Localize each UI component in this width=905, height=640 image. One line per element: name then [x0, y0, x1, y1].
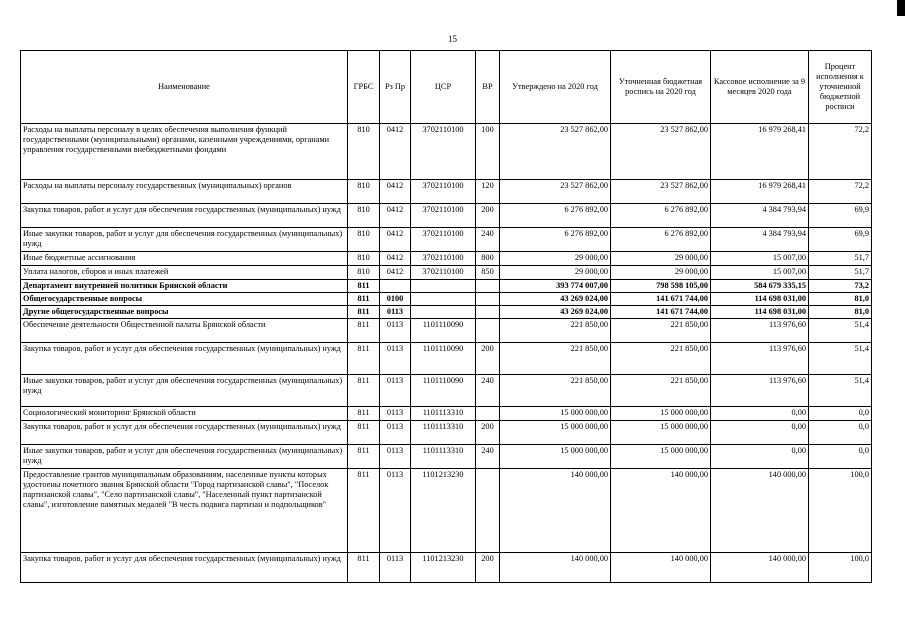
row-vr: 100: [476, 124, 500, 180]
row-grbs: 810: [348, 266, 380, 280]
table-row: [21, 204, 872, 228]
row-name: Иные бюджетные ассигнования: [21, 252, 348, 266]
row-refined: 29 000,00: [611, 266, 711, 280]
row-name: Другие общегосударственные вопросы: [21, 306, 348, 319]
row-approved: 393 774 007,00: [500, 280, 611, 293]
row-name: Расходы на выплаты персоналу государственных (муниципальных) органов: [21, 180, 348, 204]
row-percent: 51,4: [809, 319, 872, 343]
row-percent: 0,0: [809, 445, 872, 469]
table-body: [21, 124, 872, 583]
row-refined: 221 850,00: [611, 319, 711, 343]
table-header-row: [21, 51, 872, 124]
row-rzpr: 0412: [380, 180, 411, 204]
row-refined: 141 671 744,00: [611, 306, 711, 319]
row-vr: 120: [476, 180, 500, 204]
table-row: [21, 280, 872, 293]
row-executed: 113 976,60: [711, 319, 809, 343]
row-vr: 240: [476, 375, 500, 407]
row-rzpr: 0113: [380, 319, 411, 343]
row-rzpr: 0412: [380, 252, 411, 266]
table-row: [21, 469, 872, 553]
row-name: Иные закупки товаров, работ и услуг для обеспечения государственных (муниципальных) нужд: [21, 228, 348, 252]
row-refined: 140 000,00: [611, 553, 711, 583]
row-percent: 81,0: [809, 306, 872, 319]
table-row: [21, 306, 872, 319]
row-approved: 43 269 024,00: [500, 306, 611, 319]
row-percent: 81,0: [809, 293, 872, 306]
row-executed: 0,00: [711, 421, 809, 445]
row-refined: 141 671 744,00: [611, 293, 711, 306]
table-row: [21, 180, 872, 204]
row-rzpr: 0412: [380, 228, 411, 252]
row-refined: 6 276 892,00: [611, 228, 711, 252]
row-grbs: 811: [348, 421, 380, 445]
row-csr: [411, 280, 476, 293]
row-vr: [476, 469, 500, 553]
row-approved: 221 850,00: [500, 343, 611, 375]
row-rzpr: 0113: [380, 445, 411, 469]
row-refined: 23 527 862,00: [611, 180, 711, 204]
row-csr: 3702110100: [411, 204, 476, 228]
column-header-vr: ВР: [476, 51, 500, 124]
row-name: Закупка товаров, работ и услуг для обеспечения государственных (муниципальных) нужд: [21, 204, 348, 228]
row-refined: 15 000 000,00: [611, 421, 711, 445]
row-executed: 4 384 793,94: [711, 228, 809, 252]
row-refined: 23 527 862,00: [611, 124, 711, 180]
table-row: [21, 293, 872, 306]
row-csr: [411, 293, 476, 306]
row-approved: 6 276 892,00: [500, 228, 611, 252]
row-percent: 72,2: [809, 180, 872, 204]
row-executed: 15 007,00: [711, 266, 809, 280]
table-row: [21, 266, 872, 280]
column-header-csr: ЦСР: [411, 51, 476, 124]
row-percent: 51,7: [809, 266, 872, 280]
row-csr: 3702110100: [411, 252, 476, 266]
row-approved: 23 527 862,00: [500, 180, 611, 204]
row-percent: 0,0: [809, 421, 872, 445]
row-approved: 15 000 000,00: [500, 445, 611, 469]
row-csr: 1101110090: [411, 375, 476, 407]
column-header-approved: Утверждено на 2020 год: [500, 51, 611, 124]
row-name: Закупка товаров, работ и услуг для обеспечения государственных (муниципальных) нужд: [21, 421, 348, 445]
column-header-refined: Уточненная бюджетная роспись на 2020 год: [611, 51, 711, 124]
budget-execution-table: [20, 50, 872, 583]
row-name: Обеспечение деятельности Общественной палаты Брянской области: [21, 319, 348, 343]
row-executed: 16 979 268,41: [711, 180, 809, 204]
row-percent: 100,0: [809, 553, 872, 583]
page-number: 15: [448, 34, 457, 44]
table-row: [21, 319, 872, 343]
row-approved: 43 269 024,00: [500, 293, 611, 306]
row-grbs: 810: [348, 204, 380, 228]
row-rzpr: 0412: [380, 124, 411, 180]
row-grbs: 811: [348, 293, 380, 306]
row-csr: [411, 306, 476, 319]
column-header-percent: Процент исполнения к уточненной бюджетной росписи: [809, 51, 872, 124]
row-rzpr: 0100: [380, 293, 411, 306]
row-approved: 140 000,00: [500, 469, 611, 553]
row-percent: 51,7: [809, 252, 872, 266]
row-percent: 51,4: [809, 343, 872, 375]
row-executed: 16 979 268,41: [711, 124, 809, 180]
row-name: Общегосударственные вопросы: [21, 293, 348, 306]
row-vr: [476, 319, 500, 343]
row-executed: 584 679 335,15: [711, 280, 809, 293]
row-percent: 72,2: [809, 124, 872, 180]
table-row: [21, 343, 872, 375]
row-executed: 113 976,60: [711, 375, 809, 407]
row-percent: 73,2: [809, 280, 872, 293]
row-percent: 100,0: [809, 469, 872, 553]
scan-edge-mark: [897, 0, 905, 16]
row-approved: 29 000,00: [500, 266, 611, 280]
table-row: [21, 228, 872, 252]
row-csr: 1101113310: [411, 421, 476, 445]
row-name: Департамент внутренней политики Брянской области: [21, 280, 348, 293]
row-grbs: 811: [348, 306, 380, 319]
row-vr: 240: [476, 228, 500, 252]
row-vr: [476, 280, 500, 293]
row-csr: 1101213230: [411, 469, 476, 553]
row-grbs: 810: [348, 228, 380, 252]
row-rzpr: 0113: [380, 469, 411, 553]
row-executed: 0,00: [711, 407, 809, 421]
table-row: [21, 375, 872, 407]
row-executed: 113 976,60: [711, 343, 809, 375]
row-approved: 140 000,00: [500, 553, 611, 583]
row-grbs: 810: [348, 180, 380, 204]
row-name: Закупка товаров, работ и услуг для обеспечения государственных (муниципальных) нужд: [21, 343, 348, 375]
row-refined: 221 850,00: [611, 343, 711, 375]
table-row: [21, 124, 872, 180]
row-percent: 51,4: [809, 375, 872, 407]
row-name: Расходы на выплаты персоналу в целях обеспечения выполнения функций государственными (муниципальными) органами, казенными учреждениями, органами управления государственными внебюджетными фондами: [21, 124, 348, 180]
row-vr: 850: [476, 266, 500, 280]
row-vr: 200: [476, 553, 500, 583]
row-grbs: 811: [348, 469, 380, 553]
row-refined: 6 276 892,00: [611, 204, 711, 228]
row-refined: 15 000 000,00: [611, 445, 711, 469]
row-csr: 1101110090: [411, 319, 476, 343]
row-rzpr: 0113: [380, 375, 411, 407]
row-vr: [476, 293, 500, 306]
row-rzpr: 0113: [380, 306, 411, 319]
row-refined: 15 000 000,00: [611, 407, 711, 421]
row-name: Иные закупки товаров, работ и услуг для обеспечения государственных (муниципальных) нужд: [21, 445, 348, 469]
row-vr: [476, 407, 500, 421]
row-approved: 15 000 000,00: [500, 421, 611, 445]
row-approved: 15 000 000,00: [500, 407, 611, 421]
row-executed: 114 698 031,00: [711, 293, 809, 306]
row-approved: 221 850,00: [500, 375, 611, 407]
row-name: Уплата налогов, сборов и иных платежей: [21, 266, 348, 280]
row-rzpr: 0412: [380, 266, 411, 280]
row-percent: 69,9: [809, 228, 872, 252]
row-vr: 240: [476, 445, 500, 469]
row-grbs: 811: [348, 280, 380, 293]
row-refined: 221 850,00: [611, 375, 711, 407]
row-vr: 800: [476, 252, 500, 266]
row-percent: 69,9: [809, 204, 872, 228]
row-vr: 200: [476, 204, 500, 228]
column-header-grbs: ГРБС: [348, 51, 380, 124]
table-row: [21, 252, 872, 266]
row-executed: 140 000,00: [711, 469, 809, 553]
row-grbs: 811: [348, 553, 380, 583]
row-name: Предоставление грантов муниципальным образованиям, населенные пункты которых удостоены почетного звания Брянской области "Город партизанской славы", "Поселок партизанской славы", "Село партизанской славы", "Населенный пункт партизанской славы", изготовление памятных медалей "В честь подвига партизан и подпольщиков": [21, 469, 348, 553]
row-executed: 4 384 793,94: [711, 204, 809, 228]
row-approved: 29 000,00: [500, 252, 611, 266]
row-csr: 3702110100: [411, 266, 476, 280]
row-vr: [476, 306, 500, 319]
column-header-name: Наименование: [21, 51, 348, 124]
row-grbs: 811: [348, 343, 380, 375]
table-row: [21, 407, 872, 421]
row-refined: 798 598 105,00: [611, 280, 711, 293]
row-csr: 3702110100: [411, 228, 476, 252]
row-executed: 0,00: [711, 445, 809, 469]
row-name: Закупка товаров, работ и услуг для обеспечения государственных (муниципальных) нужд: [21, 553, 348, 583]
row-rzpr: 0113: [380, 407, 411, 421]
row-csr: 3702110100: [411, 180, 476, 204]
row-approved: 221 850,00: [500, 319, 611, 343]
row-csr: 1101113310: [411, 407, 476, 421]
row-vr: 200: [476, 343, 500, 375]
row-grbs: 810: [348, 124, 380, 180]
row-approved: 6 276 892,00: [500, 204, 611, 228]
row-rzpr: 0113: [380, 421, 411, 445]
row-rzpr: 0412: [380, 204, 411, 228]
table-row: [21, 553, 872, 583]
row-executed: 140 000,00: [711, 553, 809, 583]
row-refined: 29 000,00: [611, 252, 711, 266]
table-row: [21, 421, 872, 445]
row-grbs: 811: [348, 375, 380, 407]
column-header-executed: Кассовое исполнение за 9 месяцев 2020 года: [711, 51, 809, 124]
row-csr: 1101113310: [411, 445, 476, 469]
row-grbs: 811: [348, 445, 380, 469]
column-header-rzpr: Рз Пр: [380, 51, 411, 124]
row-percent: 0,0: [809, 407, 872, 421]
row-grbs: 811: [348, 319, 380, 343]
row-rzpr: 0113: [380, 553, 411, 583]
row-csr: 1101110090: [411, 343, 476, 375]
row-name: Социологический мониторинг Брянской области: [21, 407, 348, 421]
row-executed: 15 007,00: [711, 252, 809, 266]
row-csr: 3702110100: [411, 124, 476, 180]
table-row: [21, 445, 872, 469]
row-grbs: 810: [348, 252, 380, 266]
row-vr: 200: [476, 421, 500, 445]
row-grbs: 811: [348, 407, 380, 421]
row-rzpr: 0113: [380, 343, 411, 375]
row-refined: 140 000,00: [611, 469, 711, 553]
row-executed: 114 698 031,00: [711, 306, 809, 319]
row-csr: 1101213230: [411, 553, 476, 583]
row-rzpr: [380, 280, 411, 293]
row-approved: 23 527 862,00: [500, 124, 611, 180]
row-name: Иные закупки товаров, работ и услуг для обеспечения государственных (муниципальных) нужд: [21, 375, 348, 407]
